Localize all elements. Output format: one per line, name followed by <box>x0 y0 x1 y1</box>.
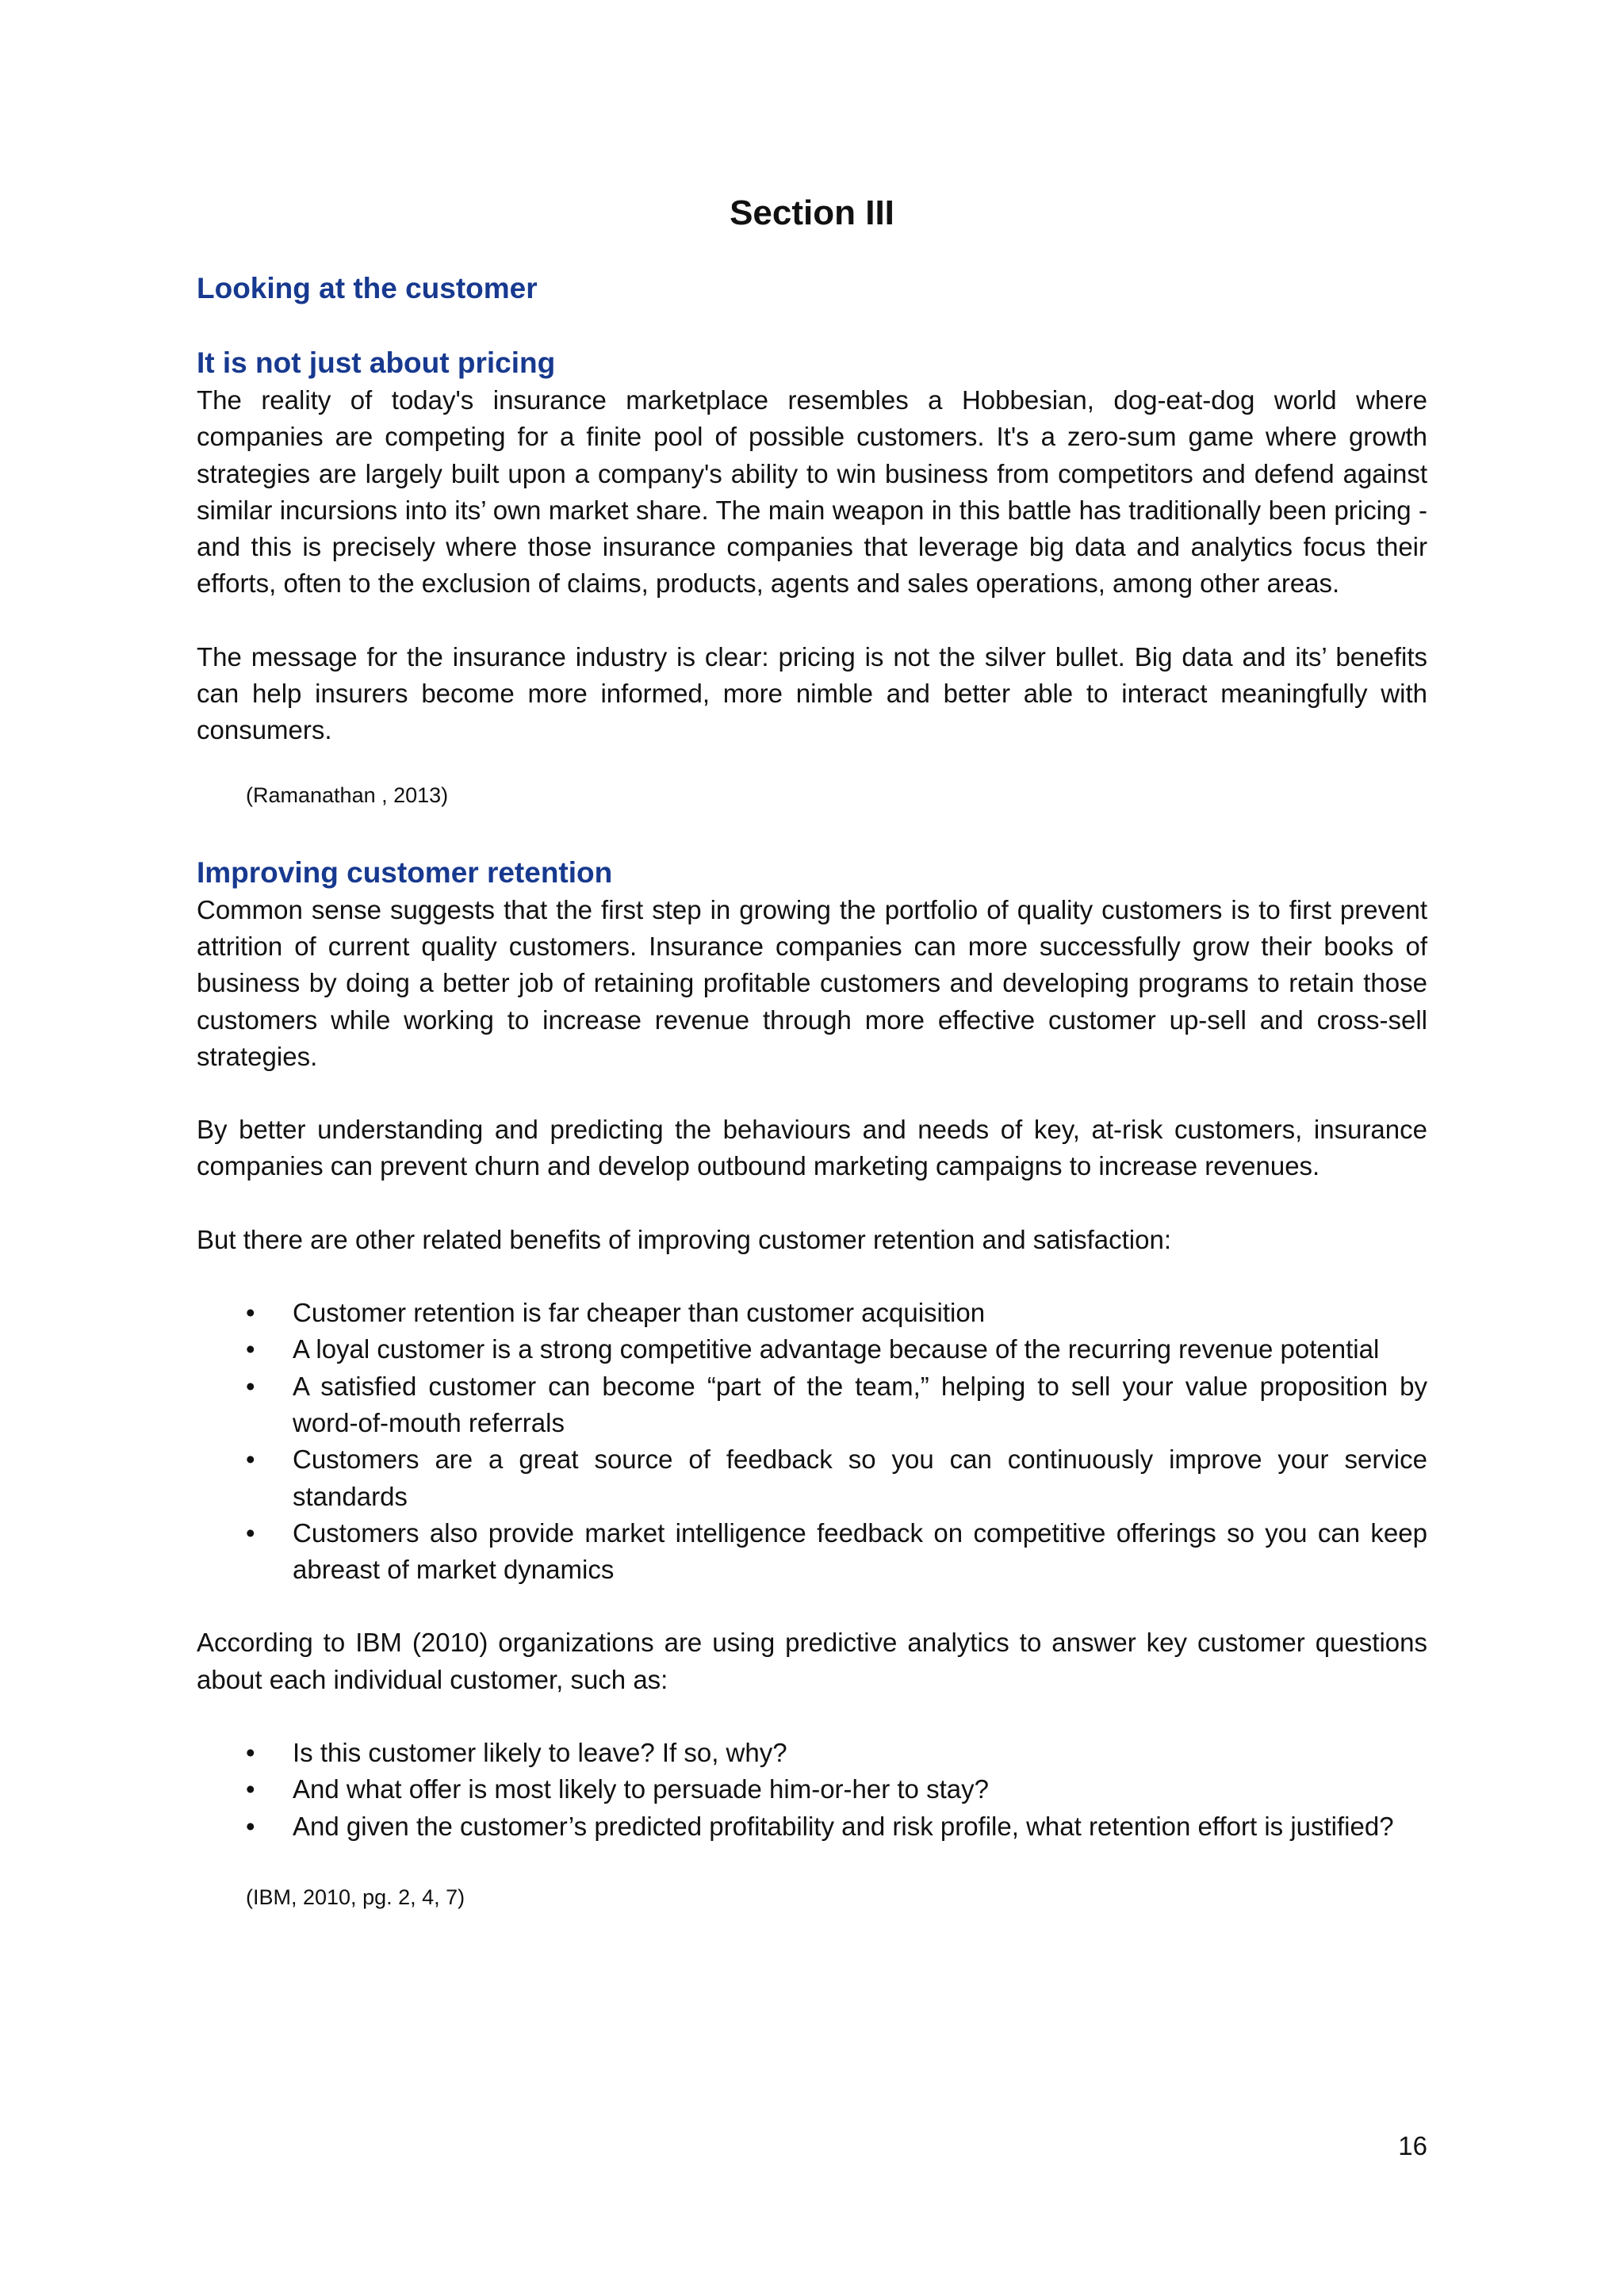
paragraph: But there are other related benefits of improving customer retention and satisfaction: <box>197 1224 1172 1254</box>
page-content <box>197 190 1427 1956</box>
list-item-text: Customer retention is far cheaper than customer acquisition <box>293 1298 986 1328</box>
list-item <box>197 1515 1427 1589</box>
questions-list <box>197 1735 1427 1845</box>
subsection-retention <box>197 854 1427 1913</box>
citation: (IBM, 2010, pg. 2, 4, 7) <box>246 1885 465 1909</box>
list-item-text: Customers are a great source of feedback so you can continuously improve your service standards <box>293 1445 1427 1511</box>
benefits-list <box>197 1295 1427 1588</box>
subsection-pricing <box>197 344 1427 811</box>
list-item-text: Is this customer likely to leave? If so, why? <box>293 1738 787 1768</box>
list-item-text: Customers also provide market intelligence feedback on competitive offerings so you can keep abreast of market dynamics <box>293 1517 1427 1585</box>
list-item <box>197 1735 1427 1771</box>
page-number: 16 <box>1398 2131 1427 2160</box>
list-item <box>197 1331 1427 1368</box>
bullet-icon: • <box>246 1445 255 1475</box>
bullet-icon: • <box>246 1371 255 1401</box>
list-item <box>197 1771 1427 1808</box>
bullet-icon: • <box>246 1811 255 1841</box>
list-item-text: And given the customer’s predicted profitability and risk profile, what retention effort is justified? <box>293 1811 1394 1841</box>
bullet-icon: • <box>246 1738 255 1768</box>
list-item-text: And what offer is most likely to persuade him-or-her to stay? <box>293 1774 989 1804</box>
list-item <box>197 1808 1427 1845</box>
subsection-heading-pricing: It is not just about pricing <box>197 346 556 379</box>
list-item-text: A loyal customer is a strong competitive advantage because of the recurring revenue potential <box>293 1334 1380 1364</box>
main-heading: Looking at the customer <box>197 272 538 304</box>
bullet-icon: • <box>246 1334 255 1364</box>
list-item-text: A satisfied customer can become “part of the team,” helping to sell your value proposition by word-of-mouth referrals <box>293 1371 1427 1437</box>
paragraph: The message for the insurance industry is clear: pricing is not the silver bullet. Big data and its’ benefits can help insurers become more informed, more nimble and better able to interact meaningfully with consumers. <box>197 641 1427 745</box>
bullet-icon: • <box>246 1517 255 1548</box>
citation: (Ramanathan , 2013) <box>246 783 449 807</box>
bullet-icon: • <box>246 1774 255 1804</box>
paragraph: Common sense suggests that the first step in growing the portfolio of quality customers is to first prevent attrition of current quality customers. Insurance companies can more successfully grow their books of business by doing a better job of retaining profitable customers and developing programs to retain those customers while working to increase revenue through more effective customer up-sell and cross-sell strategies. <box>197 894 1427 1071</box>
paragraph: The reality of today's insurance marketplace resembles a Hobbesian, dog-eat-dog world where companies are competing for a finite pool of possible customers. It's a zero-sum game where growth strategies are largely built upon a company's ability to win business from competitors and defend against similar incursions into its’ own market share. The main weapon in this battle has traditionally been pricing - and this is precisely where those insurance companies that leverage big data and analytics focus their efforts, often to the exclusion of claims, products, agents and sales operations, among other areas. <box>197 385 1427 599</box>
bullet-icon: • <box>246 1298 255 1328</box>
paragraph: By better understanding and predicting the behaviours and needs of key, at-risk customers, insurance companies can prevent churn and develop outbound marketing campaigns to increase revenues. <box>197 1115 1427 1181</box>
paragraph-ibm-intro: According to IBM (2010) organizations are using predictive analytics to answer key customer questions about each individual customer, such as: <box>197 1628 1427 1694</box>
list-item <box>197 1295 1427 1331</box>
list-item <box>197 1368 1427 1442</box>
section-title: Section III <box>730 193 894 232</box>
subsection-heading-retention: Improving customer retention <box>197 855 613 889</box>
list-item <box>197 1441 1427 1515</box>
